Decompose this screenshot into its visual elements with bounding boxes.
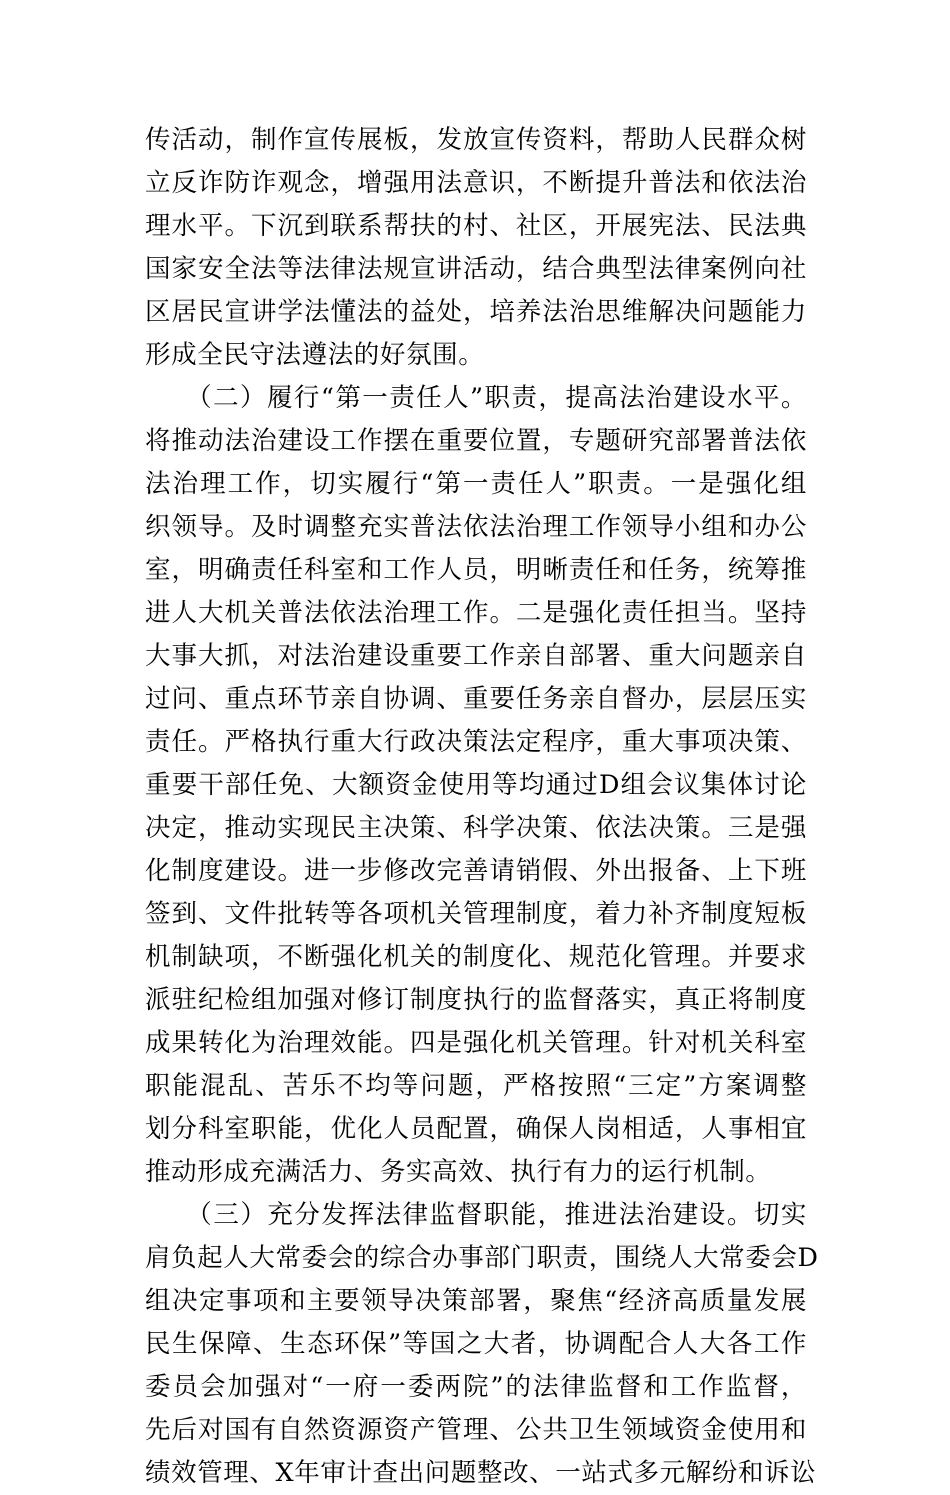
- text-line: 区居民宣讲学法懂法的益处，培养法治思维解决问题能力: [145, 297, 807, 327]
- text-line: 肩负起人大常委会的综合办事部门职责，围绕人大常委会D: [145, 1243, 819, 1273]
- text-line: 绩效管理、X年审计查出问题整改、一站式多元解纷和诉讼: [145, 1458, 817, 1488]
- text-line: 成果转化为治理效能。四是强化机关管理。针对机关科室: [145, 1028, 807, 1058]
- section-heading-line: （三）充分发挥法律监督职能，推进法治建设。切实: [145, 1200, 807, 1230]
- text-line: 推动形成充满活力、务实高效、执行有力的运行机制。: [145, 1157, 772, 1187]
- body-text: [145, 119, 819, 1495]
- text-line: 法治理工作，切实履行“第一责任人”职责。一是强化组: [145, 469, 807, 499]
- text-line: 组决定事项和主要领导决策部署，聚焦“经济高质量发展: [145, 1286, 807, 1316]
- text-line: 大事大抓，对法治建设重要工作亲自部署、重大问题亲自: [145, 641, 807, 671]
- text-line: 形成全民守法遵法的好氛围。: [145, 340, 485, 370]
- text-line: 理水平。下沉到联系帮扶的村、社区，开展宪法、民法典: [145, 211, 807, 241]
- text-line: 民生保障、生态环保”等国之大者，协调配合人大各工作: [145, 1329, 807, 1359]
- text-line: 决定，推动实现民主决策、科学决策、依法决策。三是强: [145, 813, 807, 843]
- text-line: 化制度建设。进一步修改完善请销假、外出报备、上下班: [145, 856, 807, 886]
- text-line: 责任。严格执行重大行政决策法定程序，重大事项决策、: [145, 727, 807, 757]
- text-line: 划分科室职能，优化人员配置，确保人岗相适，人事相宜: [145, 1114, 807, 1144]
- text-line: 过问、重点环节亲自协调、重要任务亲自督办，层层压实: [145, 684, 807, 714]
- text-line: 进人大机关普法依法治理工作。二是强化责任担当。坚持: [145, 598, 807, 628]
- text-line: 重要干部任免、大额资金使用等均通过D组会议集体讨论: [145, 770, 807, 800]
- text-line: 先后对国有自然资源资产管理、公共卫生领域资金使用和: [145, 1415, 807, 1445]
- text-line: 职能混乱、苦乐不均等问题，严格按照“三定”方案调整: [145, 1071, 807, 1101]
- text-line: 立反诈防诈观念，增强用法意识，不断提升普法和依法治: [145, 168, 807, 198]
- text-line: 将推动法治建设工作摆在重要位置，专题研究部署普法依: [145, 426, 807, 456]
- text-line: 织领导。及时调整充实普法依法治理工作领导小组和办公: [145, 512, 807, 542]
- text-line: 机制缺项，不断强化机关的制度化、规范化管理。并要求: [145, 942, 807, 972]
- section-heading-line: （二）履行“第一责任人”职责，提高法治建设水平。: [145, 383, 807, 413]
- text-line: 签到、文件批转等各项机关管理制度，着力补齐制度短板: [145, 899, 807, 929]
- text-line: 国家安全法等法律法规宣讲活动，结合典型法律案例向社: [145, 254, 807, 284]
- text-line: 委员会加强对“一府一委两院”的法律监督和工作监督，: [145, 1372, 807, 1402]
- text-line: 传活动，制作宣传展板，发放宣传资料，帮助人民群众树: [145, 125, 807, 155]
- text-line: 派驻纪检组加强对修订制度执行的监督落实，真正将制度: [145, 985, 807, 1015]
- text-line: 室，明确责任科室和工作人员，明晰责任和任务，统筹推: [145, 555, 807, 585]
